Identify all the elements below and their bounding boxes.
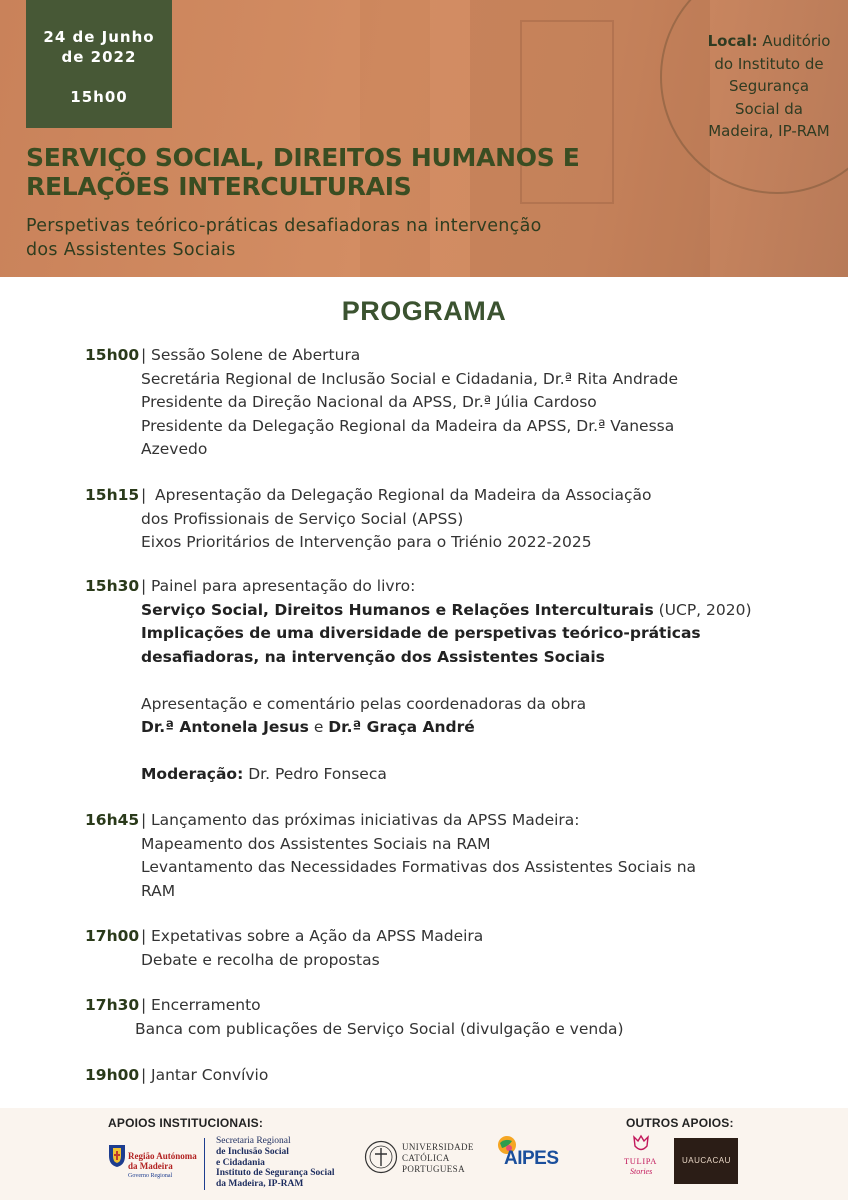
book-title-line [141, 599, 752, 623]
separator: | [141, 486, 147, 504]
program-line: Eixos Prioritários de Intervenção para o Triénio 2022-2025 [141, 533, 592, 551]
program-line: Levantamento das Necessidades Formativas dos Assistentes Sociais na [141, 858, 697, 876]
program-heading-text: Jantar Convívio [151, 1066, 269, 1084]
separator: | [141, 1066, 147, 1084]
secretaria-logo-text: de Inclusão Social [216, 1146, 289, 1157]
ucp-logo [364, 1140, 484, 1180]
location-text: Madeira, IP-RAM [708, 122, 830, 140]
tulip-icon [632, 1134, 650, 1154]
program-time: 15h00 [85, 346, 140, 364]
ram-logo-text: Região Autónoma [128, 1151, 197, 1161]
program-line: Presidente da Delegação Regional da Madeira da APSS, Dr.ª Vanessa [141, 416, 675, 435]
ucp-logo-text: CATÓLICA [402, 1153, 450, 1163]
program-line: Azevedo [141, 440, 208, 458]
university-seal-icon [364, 1140, 398, 1174]
programa-heading: PROGRAMA [341, 296, 507, 326]
header-banner [0, 0, 848, 277]
aipes-logo-text: AIPES [504, 1148, 559, 1169]
moderation-line [141, 763, 387, 787]
location-text: do Instituto de [714, 54, 824, 73]
book-publisher: (UCP, 2020) [653, 600, 752, 619]
book-subtitle: Implicações de uma diversidade de perspetivas teórico-práticas [141, 624, 701, 642]
ucp-logo-text: PORTUGUESA [402, 1164, 465, 1174]
book-subtitle: desafiadoras, na intervenção dos Assistentes Sociais [141, 647, 605, 666]
secretaria-logo [216, 1136, 335, 1190]
secretaria-logo-text: Secretaria Regional [216, 1136, 291, 1146]
date-box [26, 0, 172, 128]
moderation-label: Moderação: [141, 765, 244, 783]
program-heading-text: Sessão Solene de Abertura [151, 346, 361, 364]
program-time: 15h15 [85, 486, 140, 504]
event-title-line: RELAÇÕES INTERCULTURAIS [26, 172, 412, 201]
coordinator-name: Dr.ª Graça André [328, 718, 475, 736]
aipes-logo [496, 1134, 576, 1184]
event-title-line: SERVIÇO SOCIAL, DIREITOS HUMANOS E [26, 143, 580, 172]
tulipa-logo-text: TULIPA [624, 1156, 658, 1166]
tulipa-logo-text: Stories [630, 1167, 653, 1176]
logo-divider [204, 1138, 205, 1190]
separator: | [141, 927, 147, 945]
book-title: Serviço Social, Direitos Humanos e Relações Interculturais [141, 600, 654, 619]
program-line: Presidente da Direção Nacional da APSS, Dr.ª Júlia Cardoso [141, 393, 597, 411]
program-time: 16h45 [85, 811, 140, 829]
moderator-name: Dr. Pedro Fonseca [243, 765, 387, 783]
program-heading-text: Apresentação da Delegação Regional da Madeira da Associação [155, 486, 652, 504]
program-time: 15h30 [85, 577, 140, 595]
institutional-support-label: APOIOS INSTITUCIONAIS: [108, 1116, 264, 1130]
program-heading-text: Painel para apresentação do livro: [151, 577, 416, 595]
event-year: de 2022 [61, 48, 137, 66]
separator: | [141, 346, 147, 364]
secretaria-logo-text: Instituto de Segurança Social [216, 1168, 335, 1179]
event-date: 24 de Junho [43, 28, 155, 46]
program-heading-text: Expetativas sobre a Ação da APSS Madeira [151, 927, 484, 945]
presentation-text: Apresentação e comentário pelas coordenadoras da obra [141, 694, 587, 713]
sponsors-footer [0, 1108, 848, 1200]
program-heading-text: Encerramento [151, 996, 261, 1014]
ram-logo-text: Governo Regional [128, 1173, 173, 1179]
event-time: 15h00 [70, 88, 128, 106]
program-line: RAM [141, 881, 176, 900]
separator: | [141, 811, 147, 829]
uaucacau-logo [674, 1138, 738, 1184]
ram-logo [108, 1138, 198, 1192]
coat-of-arms-icon [108, 1144, 126, 1168]
secretaria-logo-text: e Cidadania [216, 1157, 265, 1168]
location-text: Segurança [728, 77, 810, 95]
program-line: Secretária Regional de Inclusão Social e Cidadania, Dr.ª Rita Andrade [141, 369, 679, 388]
event-title [26, 143, 646, 201]
program-line: Mapeamento dos Assistentes Sociais na RAM [141, 834, 491, 853]
program-line: dos Profissionais de Serviço Social (APSS) [141, 509, 464, 528]
conjunction: e [308, 718, 329, 736]
ram-logo-text: da Madeira [128, 1161, 173, 1171]
program-line: Debate e recolha de propostas [141, 950, 380, 969]
program-time: 19h00 [85, 1066, 140, 1084]
location-label: Local: [707, 32, 758, 50]
coordinator-name: Dr.ª Antonela Jesus [141, 718, 309, 736]
separator: | [141, 577, 147, 595]
event-subtitle-line: Perspetivas teórico-práticas desafiadoras na intervenção [26, 216, 542, 236]
ucp-logo-text: UNIVERSIDADE [402, 1142, 474, 1152]
uaucacau-logo-text: UAUCACAU [682, 1156, 731, 1165]
event-subtitle-line: dos Assistentes Sociais [26, 240, 236, 260]
location-text: Auditório [762, 32, 831, 50]
separator: | [141, 996, 147, 1014]
event-location [690, 30, 848, 143]
program-time: 17h30 [85, 996, 140, 1014]
location-text: Social da [735, 99, 803, 118]
other-support-label: OUTROS APOIOS: [626, 1116, 734, 1130]
event-subtitle [26, 214, 646, 262]
program-heading-text: Lançamento das próximas iniciativas da APSS Madeira: [151, 811, 580, 829]
program-line: Banca com publicações de Serviço Social (divulgação e venda) [135, 1019, 624, 1038]
tulipa-logo [622, 1134, 662, 1192]
program-time: 17h00 [85, 927, 140, 945]
secretaria-logo-text: da Madeira, IP-RAM [216, 1179, 304, 1190]
coordinators-line [141, 716, 475, 740]
